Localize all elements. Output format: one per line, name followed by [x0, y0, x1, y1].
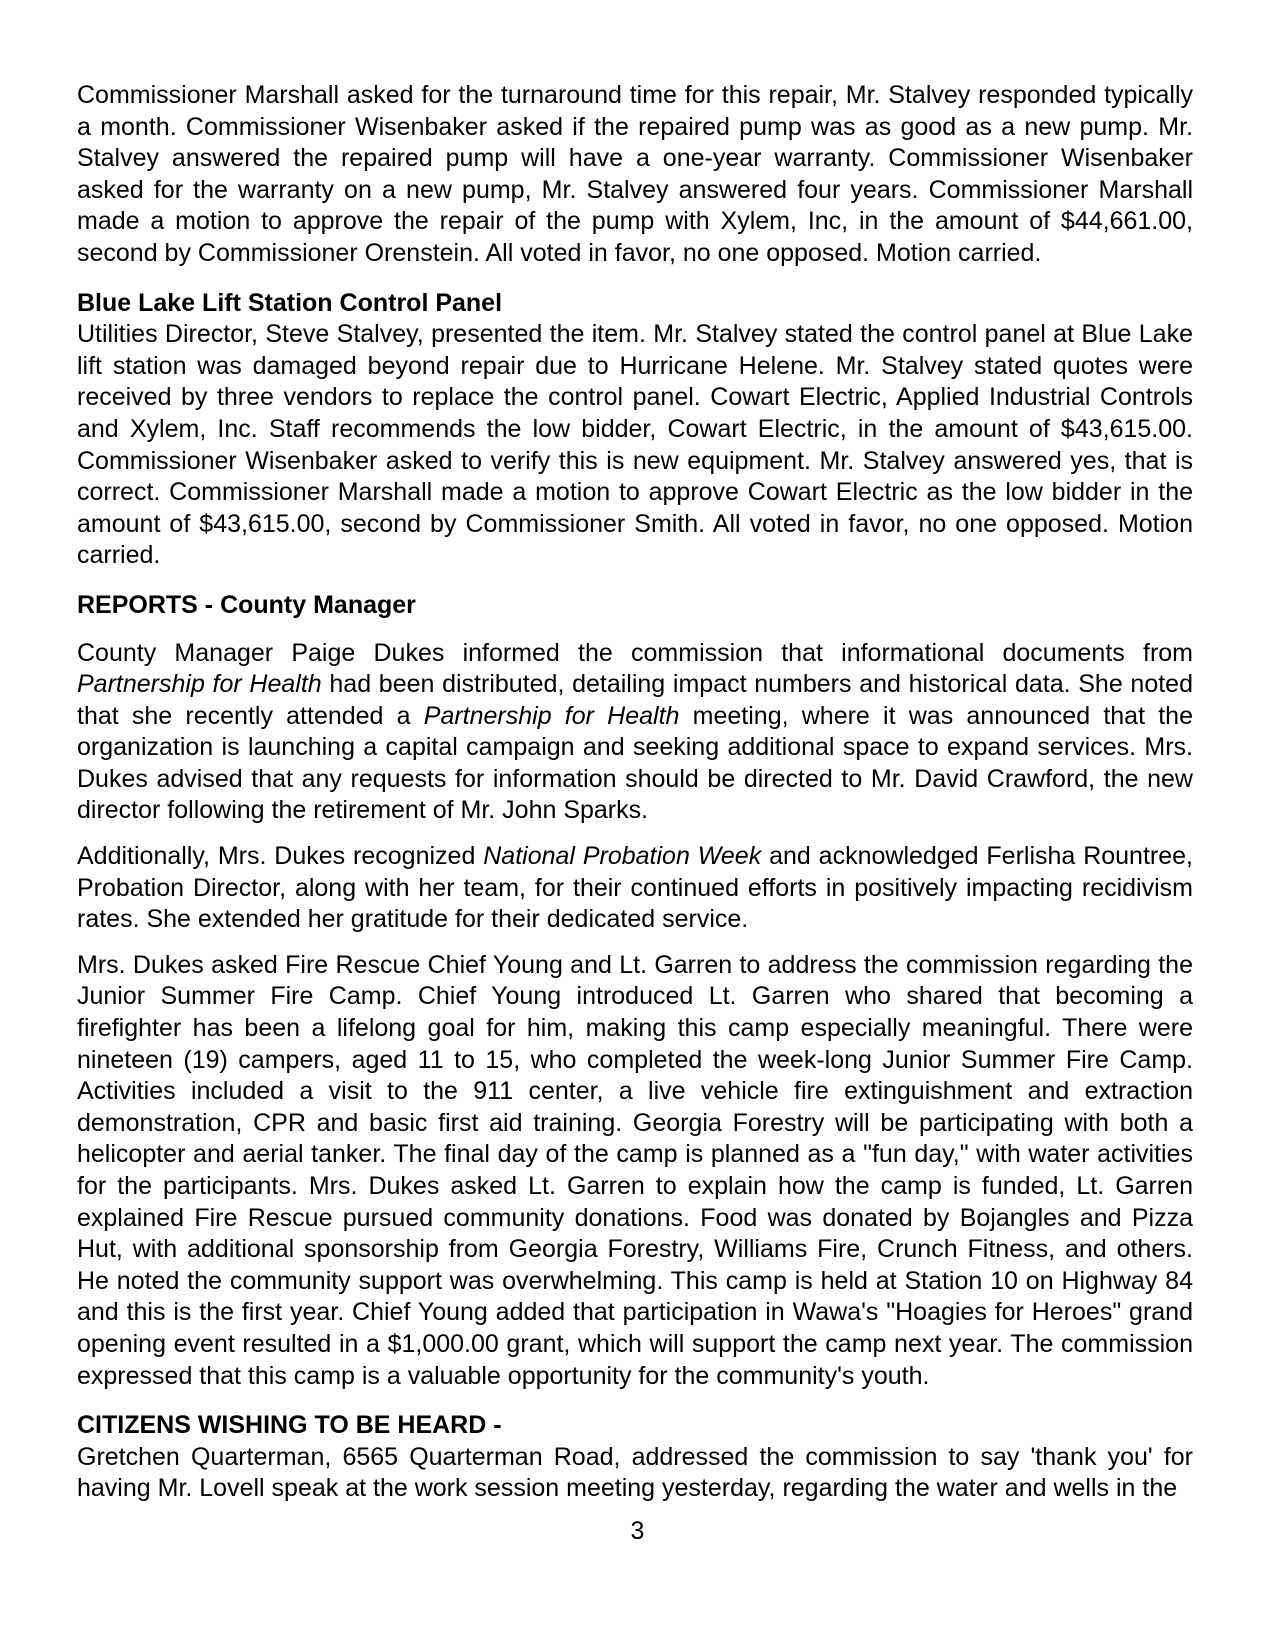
section-heading-blue-lake-lift-station: Blue Lake Lift Station Control Panel — [77, 288, 503, 317]
page-number: 3 — [630, 1517, 645, 1545]
paragraph-citizens-gretchen-quarterman: Gretchen Quarterman, 6565 Quarterman Road, addressed the commission to say 'thank you' for having Mr. Lovell speak at the work session meeting yesterday, regarding the water and wells in the — [77, 1442, 1193, 1503]
paragraph-blue-lake-control-panel: Utilities Director, Steve Stalvey, presented the item. Mr. Stalvey stated the control panel at Blue Lake lift station was damaged beyond repair due to Hurricane Helene. Mr. Stalvey stated quotes were received by three vendors to replace the control panel. Cowart Electric, Applied Industrial Controls and Xylem, Inc. Staff recommends the low bidder, Cowart Electric, in the amount of $43,615.00. Commissioner Wisenbaker asked to verify this is new equipment. Mr. Stalvey answered yes, that is correct. Commissioner Marshall made a motion to approve Cowart Electric as the low bidder in the amount of $43,615.00, second by Commissioner Smith. All voted in favor, no one opposed. Motion carried. — [77, 320, 1193, 570]
section-heading-reports-county-manager: REPORTS - County Manager — [77, 590, 416, 619]
paragraph-pump-repair: Commissioner Marshall asked for the turnaround time for this repair, Mr. Stalvey responded typically a month. Commissioner Wisenbaker asked if the repaired pump was as good as a new pump. Mr. Stalvey answered the repaired pump will have a one-year warranty. Commissioner Wisenbaker asked for the warranty on a new pump, Mr. Stalvey answered four years. Commissioner Marshall made a motion to approve the repair of the pump with Xylem, Inc, in the amount of $44,661.00, second by Commissioner Orenstein. All voted in favor, no one opposed. Motion carried. — [77, 81, 1193, 267]
paragraph-county-manager-partnership-for-health: County Manager Paige Dukes informed the commission that informational documents from Partnership for Health had been distributed, detailing impact numbers and historical data. She noted that she recently attended a Partnership for Health meeting, where it was announced that the organization is launching a capital campaign and seeking additional space to expand services. Mrs. Dukes advised that any requests for information should be directed to Mr. David Crawford, the new director following the retirement of Mr. John Sparks. — [77, 638, 1193, 825]
section-heading-citizens-wishing-to-be-heard: CITIZENS WISHING TO BE HEARD - — [77, 1411, 502, 1440]
paragraph-national-probation-week: Additionally, Mrs. Dukes recognized National Probation Week and acknowledged Ferlisha Rountree, Probation Director, along with her team, for their continued efforts in positively impacting recidivism rates. She extended her gratitude for their dedicated service. — [77, 842, 1193, 934]
paragraph-junior-summer-fire-camp: Mrs. Dukes asked Fire Rescue Chief Young and Lt. Garren to address the commission regarding the Junior Summer Fire Camp. Chief Young introduced Lt. Garren who shared that becoming a firefighter has been a lifelong goal for him, making this camp especially meaningful. There were nineteen (19) campers, aged 11 to 15, who completed the week-long Junior Summer Fire Camp. Activities included a visit to the 911 center, a live vehicle fire extinguishment and extraction demonstration, CPR and basic first aid training. Georgia Forestry will be participating with both a helicopter and aerial tanker. The final day of the camp is planned as a "fun day," with water activities for the participants. Mrs. Dukes asked Lt. Garren to explain how the camp is funded, Lt. Garren explained Fire Rescue pursued community donations. Food was donated by Bojangles and Pizza Hut, with additional sponsorship from Georgia Forestry, Williams Fire, Crunch Fitness, and others. He noted the community support was overwhelming. This camp is held at Station 10 on Highway 84 and this is the first year. Chief Young added that participation in Wawa's "Hoagies for Heroes" grand opening event resulted in a $1,000.00 grant, which will support the camp next year. The commission expressed that this camp is a valuable opportunity for the community's youth. — [77, 950, 1193, 1390]
